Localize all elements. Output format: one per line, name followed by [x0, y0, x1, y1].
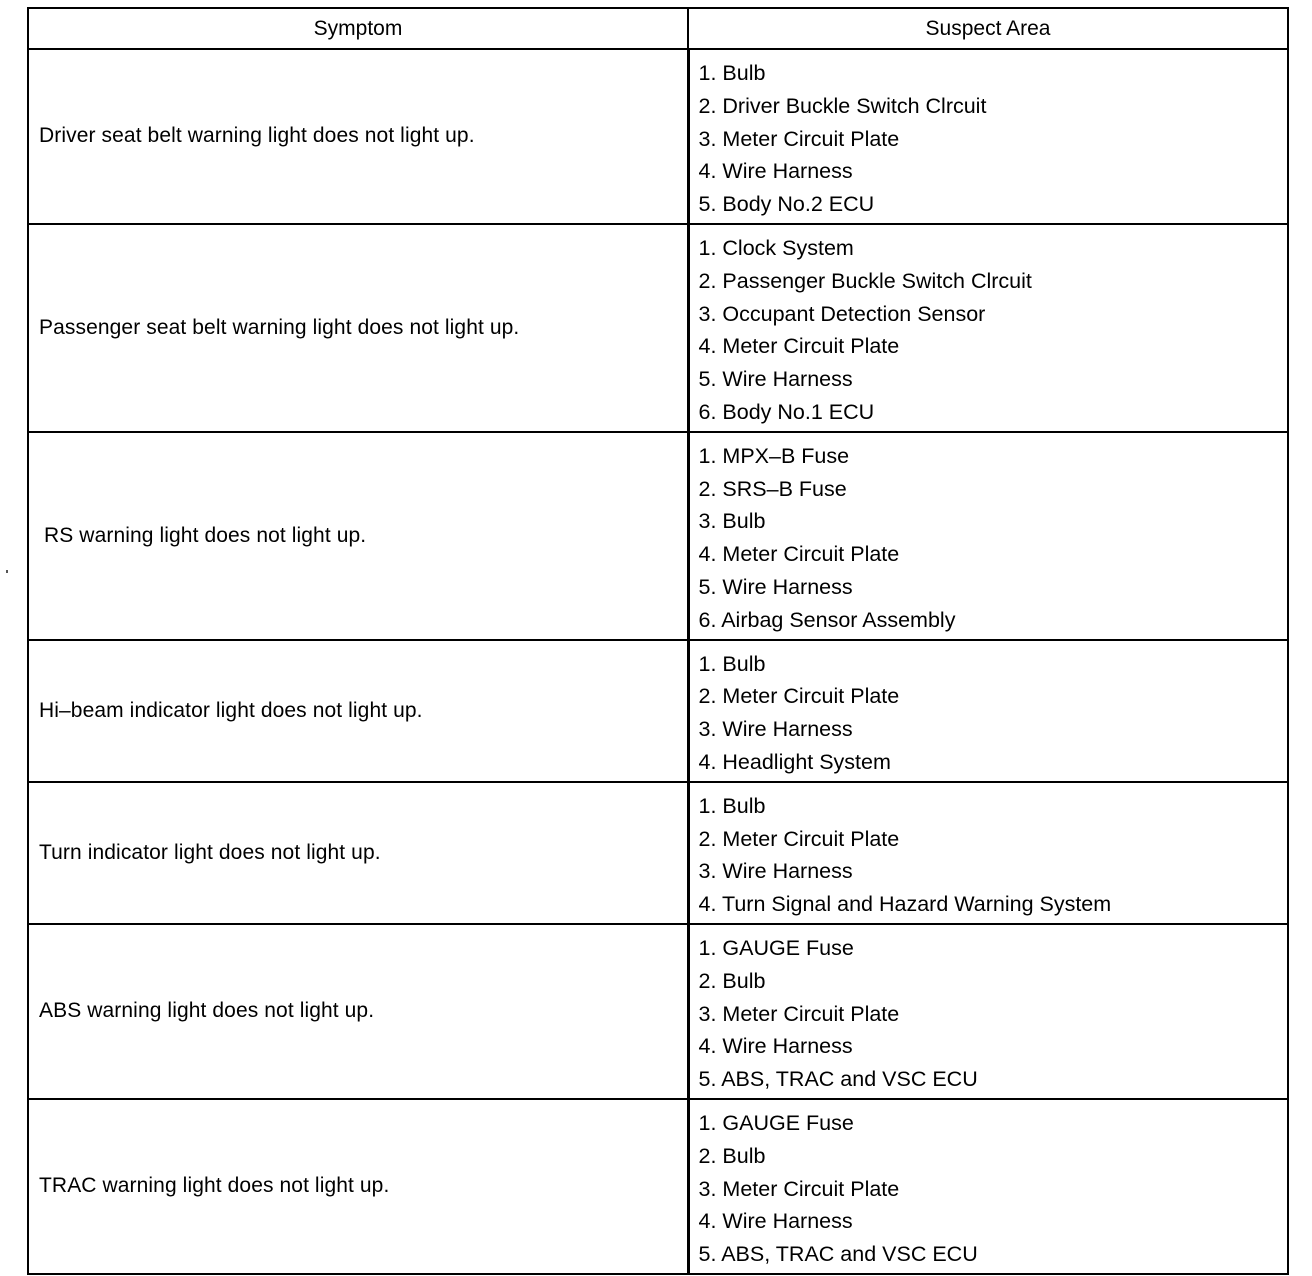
suspect-area-cell	[688, 924, 1288, 1099]
suspect-area-item: 3. Meter Circuit Plate	[698, 1176, 900, 1201]
header-suspect-area: Suspect Area	[688, 8, 1288, 49]
suspect-area-item: 5. ABS, TRAC and VSC ECU	[698, 1242, 978, 1267]
symptom-cell: Hi–beam indicator light does not light up.	[28, 640, 688, 782]
suspect-area-item: 2. Passenger Buckle Switch Clrcuit	[698, 268, 1032, 293]
table-row	[28, 224, 1288, 432]
table-row	[28, 1099, 1288, 1274]
suspect-area-item: 4. Headlight System	[698, 749, 891, 774]
suspect-area-item: 3. Meter Circuit Plate	[698, 1001, 900, 1026]
suspect-area-item: 4. Wire Harness	[698, 159, 853, 184]
suspect-area-cell	[688, 432, 1288, 640]
suspect-area-item: 5. Wire Harness	[698, 367, 853, 392]
suspect-area-item: 3. Wire Harness	[698, 717, 853, 742]
table-row	[28, 924, 1288, 1099]
table-row	[28, 782, 1288, 924]
header-symptom: Symptom	[28, 8, 688, 49]
suspect-area-item: 3. Meter Circuit Plate	[698, 126, 900, 151]
suspect-area-item: 4. Turn Signal and Hazard Warning System	[698, 892, 1112, 917]
suspect-area-item: 1. Bulb	[698, 651, 766, 676]
suspect-area-item: 2. SRS–B Fuse	[698, 476, 847, 501]
suspect-area-item: 2. Meter Circuit Plate	[698, 826, 900, 851]
symptom-cell: RS warning light does not light up.	[28, 432, 688, 640]
suspect-area-item: 6. Body No.1 ECU	[698, 399, 875, 424]
suspect-area-item: 1. Clock System	[698, 235, 854, 260]
suspect-area-item: 1. Bulb	[698, 793, 766, 818]
table-row	[28, 432, 1288, 640]
suspect-area-cell	[688, 640, 1288, 782]
symptom-cell: TRAC warning light does not light up.	[28, 1099, 688, 1274]
suspect-area-item: 1. GAUGE Fuse	[698, 1110, 854, 1135]
suspect-area-item: 5. ABS, TRAC and VSC ECU	[698, 1067, 978, 1092]
table-row	[28, 640, 1288, 782]
symptom-cell: ABS warning light does not light up.	[28, 924, 688, 1099]
suspect-area-item: 5. Wire Harness	[698, 574, 853, 599]
suspect-area-item: 3. Occupant Detection Sensor	[698, 301, 986, 326]
suspect-area-item: 1. Bulb	[698, 61, 766, 85]
scan-artifact	[6, 570, 8, 573]
suspect-area-cell	[688, 782, 1288, 924]
table-body	[28, 49, 1288, 1274]
suspect-area-item: 3. Bulb	[698, 509, 766, 534]
suspect-area-item: 5. Body No.2 ECU	[698, 192, 875, 217]
suspect-area-item: 2. Meter Circuit Plate	[698, 684, 900, 709]
suspect-area-item: 1. MPX–B Fuse	[698, 443, 850, 468]
suspect-area-item: 4. Meter Circuit Plate	[698, 542, 900, 567]
symptom-cell: Driver seat belt warning light does not light up.	[28, 49, 688, 224]
suspect-area-cell	[688, 1099, 1288, 1274]
symptom-cell: Passenger seat belt warning light does not light up.	[28, 224, 688, 432]
table-row	[28, 49, 1288, 224]
suspect-area-cell	[688, 49, 1288, 224]
suspect-area-item: 4. Wire Harness	[698, 1034, 853, 1059]
symptom-cell: Turn indicator light does not light up.	[28, 782, 688, 924]
suspect-area-item: 2. Bulb	[698, 968, 766, 993]
symptom-suspect-table	[27, 7, 1289, 1275]
suspect-area-cell	[688, 224, 1288, 432]
table-header-row	[28, 8, 1288, 49]
suspect-area-item: 3. Wire Harness	[698, 859, 853, 884]
suspect-area-item: 2. Driver Buckle Switch Clrcuit	[698, 93, 987, 118]
suspect-area-item: 4. Meter Circuit Plate	[698, 334, 900, 359]
suspect-area-item: 6. Airbag Sensor Assembly	[698, 607, 956, 632]
suspect-area-item: 1. GAUGE Fuse	[698, 935, 854, 960]
suspect-area-item: 2. Bulb	[698, 1143, 766, 1168]
suspect-area-item: 4. Wire Harness	[698, 1209, 853, 1234]
